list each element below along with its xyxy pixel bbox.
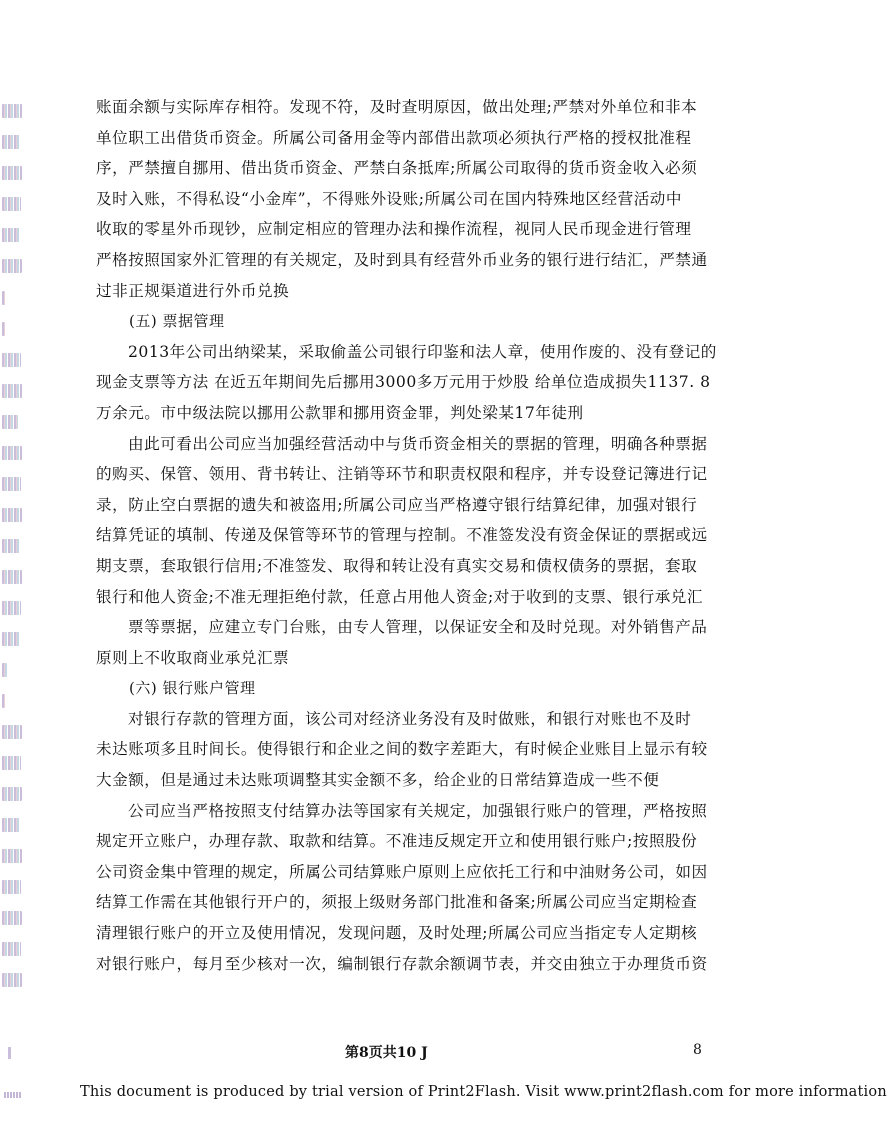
- text-line: 结算工作需在其他银行开户的，须报上级财务部门批准和备案;所属公司应当定期检查: [96, 893, 698, 912]
- text-line: 2013年公司出纳梁某，采取偷盖公司银行印鉴和法人章，使用作废的、没有登记的: [128, 342, 717, 361]
- margin-mark: [2, 601, 21, 615]
- margin-mark: [2, 849, 22, 863]
- margin-mark: [2, 539, 20, 553]
- document-body: [96, 92, 717, 979]
- text-line: 公司资金集中管理的规定，所属公司结算账户原则上应依托工行和中油财务公司，如因: [96, 862, 708, 881]
- text-line: 清理银行账户的开立及使用情况，发现问题，及时处理;所属公司应当指定专人定期核: [96, 924, 698, 943]
- text-line: 现金支票等方法 在近五年期间先后挪用3000多万元用于炒股 给单位造成损失1137. 8: [96, 373, 711, 392]
- watermark-mark: [4, 1092, 22, 1098]
- text-line: 由此可看出公司应当加强经营活动中与货币资金相关的票据的管理，明确各种票据: [128, 434, 708, 453]
- page-info: 第8页共10 J: [345, 1045, 428, 1061]
- section-heading-bills: (五) 票据管理: [129, 312, 225, 331]
- text-line: 序，严禁擅自挪用、借出货币资金、严禁白条抵库;所属公司取得的货币资金收入必须: [96, 159, 698, 178]
- margin-mark: [2, 942, 21, 956]
- margin-mark: [2, 415, 18, 429]
- section-heading-bank-accounts: (六) 银行账户管理: [129, 679, 256, 698]
- margin-mark: [2, 135, 20, 149]
- text-line: 收取的零星外币现钞，应制定相应的管理办法和操作流程，视同人民币现金进行管理: [96, 220, 692, 239]
- text-line: 结算凭证的填制、传递及保管等环节的管理与控制。不准签发没有资金保证的票据或远: [96, 526, 708, 545]
- margin-mark: [2, 228, 20, 242]
- margin-mark: [2, 787, 22, 801]
- text-line: 账面余额与实际库存相符。发现不符，及时查明原因，做出处理;严禁对外单位和非本: [96, 98, 698, 116]
- margin-mark: [2, 663, 7, 677]
- margin-mark: [2, 911, 22, 925]
- text-line: 及时入账，不得私设“小金库”，不得账外设账;所属公司在国内特殊地区经营活动中: [96, 189, 682, 208]
- text-line: 规定开立账户，办理存款、取款和结算。不准违反规定开立和使用银行账户;按照股份: [96, 832, 698, 851]
- text-line: 对银行存款的管理方面，该公司对经济业务没有及时做账，和银行对账也不及时: [128, 709, 692, 728]
- text-line: 未达账项多且时间长。使得银行和企业之间的数字差距大，有时候企业账目上显示有较: [96, 740, 708, 759]
- page-footer: [0, 1042, 794, 1066]
- margin-mark: [2, 322, 5, 336]
- margin-mark: [2, 973, 22, 987]
- page-number: 8: [693, 1042, 702, 1058]
- text-line: 期支票，套取银行信用;不准签发、取得和转让没有真实交易和债权债务的票据，套取: [96, 556, 698, 575]
- text-line: 过非正规渠道进行外币兑换: [96, 281, 290, 300]
- margin-mark: [2, 725, 22, 739]
- text-line: 银行和他人资金;不准无理拒绝付款，任意占用他人资金;对于收到的支票、银行承兑汇: [96, 587, 703, 606]
- margin-mark: [2, 104, 22, 118]
- margin-mark: [2, 818, 20, 832]
- margin-mark: [2, 694, 5, 708]
- margin-mark: [2, 477, 21, 491]
- margin-mark: [2, 384, 22, 398]
- margin-mark: [2, 353, 21, 367]
- text-line: 大金额，但是通过未达账项调整其实金额不多，给企业的日常结算造成一些不便: [96, 771, 660, 790]
- text-line: 原则上不收取商业承兑汇票: [96, 648, 290, 667]
- text-line: 万余元。市中级法院以挪用公款罪和挪用资金罪，判处梁某17年徒刑: [96, 403, 584, 422]
- margin-mark: [2, 756, 21, 770]
- margin-mark: [2, 880, 21, 894]
- text-line: 严格按照国家外汇管理的有关规定，及时到具有经营外币业务的银行进行结汇，严禁通: [96, 250, 708, 269]
- footer-mark: [8, 1047, 11, 1059]
- margin-mark: [2, 446, 22, 460]
- text-line: 票等票据，应建立专门台账，由专人管理，以保证安全和及时兑现。对外销售产品: [128, 618, 708, 637]
- text-line: 公司应当严格按照支付结算办法等国家有关规定，加强银行账户的管理，严格按照: [128, 801, 708, 820]
- margin-mark: [2, 508, 22, 522]
- text-line: 对银行账户，每月至少核对一次，编制银行存款余额调节表，并交由独立于办理货币资: [96, 954, 708, 973]
- margin-mark: [2, 197, 21, 211]
- margin-mark: [2, 570, 22, 584]
- margin-mark: [2, 259, 22, 273]
- trial-watermark: This document is produced by trial version of Print2Flash. Visit www.print2flash.com for more information: [80, 1084, 887, 1100]
- margin-mark: [2, 291, 5, 305]
- text-line: 录，防止空白票据的遗失和被盗用;所属公司应当严格遵守银行结算纪律，加强对银行: [96, 495, 698, 514]
- text-line: 的购买、保管、领用、背书转让、注销等环节和职责权限和程序，并专设登记簿进行记: [96, 465, 708, 484]
- text-line: 单位职工出借货币资金。所属公司备用金等内部借出款项必须执行严格的授权批准程: [96, 128, 692, 147]
- margin-mark: [2, 166, 22, 180]
- margin-mark: [2, 632, 20, 646]
